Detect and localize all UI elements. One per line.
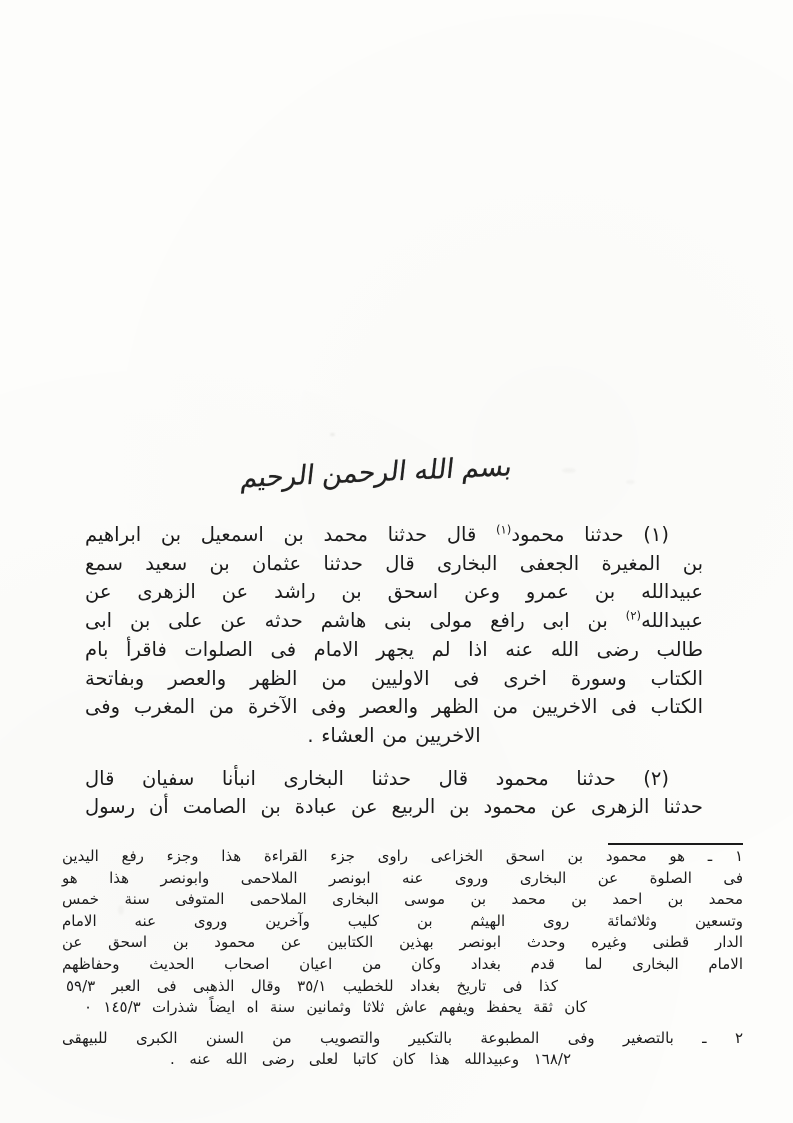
footnote-separator-rule: [608, 843, 743, 845]
text-line: عبيدالله بن عمرو وعن اسحق بن راشد عن الزهرى عن: [85, 580, 703, 604]
text-line: فى الصلوة عن البخارى وروى عنه ابونصر الملاحمى وابونصر هذا هو: [62, 868, 743, 887]
text-line: عبيدالله$^{(٢)}$ بن ابى رافع مولى بنى هاشم حدثه عن على بن ابى: [85, 608, 703, 633]
text-line: ٢ ـ بالتصغير وفى المطبوعة بالتكبير والتصويب من السنن الكبرى للبيهقى: [62, 1028, 743, 1047]
text-line: الكتاب وسورة اخرى فى الاوليين من الظهر والعصر وبفاتحة: [85, 666, 703, 690]
main-text-block: [85, 521, 703, 822]
scan-speckle: [626, 480, 635, 484]
text-line: ١٦٨/٢ وعبيدالله هذا كان كاتبا لعلى رضى الله عنه .: [170, 1050, 571, 1069]
text-line: الكتاب فى الاخريين من الظهر والعصر وفى الآخرة من المغرب وفى: [85, 695, 703, 719]
footnote-1: [62, 846, 743, 1019]
footnotes-block: [62, 846, 743, 1071]
text-line: الدار قطنى وغيره وحدث ابونصر بهذين الكتابين عن محمود بن اسحق عن: [62, 933, 743, 952]
footnote-ref-marker: (١): [495, 522, 512, 537]
basmala-calligraphy: بسم الله الرحمن الرحيم: [239, 451, 514, 495]
footnote-ref-marker: (٢): [625, 608, 642, 623]
text-line: (٢) حدثنا محمود قال حدثنا البخارى انبأنا سفيان قال: [85, 766, 669, 790]
text-line: محمد بن احمد بن محمد بن موسى البخارى الملاحمى المتوفى سنة خمس: [62, 890, 743, 909]
text-line: وتسعين وثلاثمائة روى الهيثم بن كليب وآخرين وروى عنه الامام: [62, 911, 743, 930]
hadith-2: [85, 765, 703, 822]
text-line: طالب رضى الله عنه اذا لم يجهر الامام فى الصلوات فاقرأ بام: [85, 637, 703, 661]
footnote-2: [62, 1028, 743, 1071]
text-line: الامام البخارى لما قدم بغداد وكان من اعيان اصحاب الحديث وحفاظهم: [62, 954, 743, 973]
scan-speckle: [562, 468, 576, 473]
text-line: الاخريين من العشاء .: [307, 723, 481, 747]
text-line: كذا فى تاريخ بغداد للخطيب ٣٥/١ وقال الذهبى فى العبر ٥٩/٣: [66, 976, 558, 995]
scan-speckle: [330, 433, 335, 436]
hadith-1: [85, 521, 703, 751]
text-line: بن المغيرة الجعفى البخارى قال حدثنا عثمان بن سعيد سمع: [85, 551, 703, 575]
text-line: كان ثقة يحفظ ويفهم عاش ثلاثا وثمانين سنة اه ايضاً شذرات ١٤٥/٣ ٠: [84, 998, 587, 1017]
text-line: حدثنا الزهرى عن محمود بن الربيع عن عبادة بن الصامت أن رسول: [85, 795, 703, 819]
text-line: (١) حدثنا محمود$^{(١)}$ قال حدثنا محمد بن اسمعيل بن ابراهيم: [85, 522, 669, 546]
text-line: ١ ـ هو محمود بن اسحق الخزاعى راوى جزء القراءة هذا وجزء رفع اليدين: [62, 847, 743, 865]
